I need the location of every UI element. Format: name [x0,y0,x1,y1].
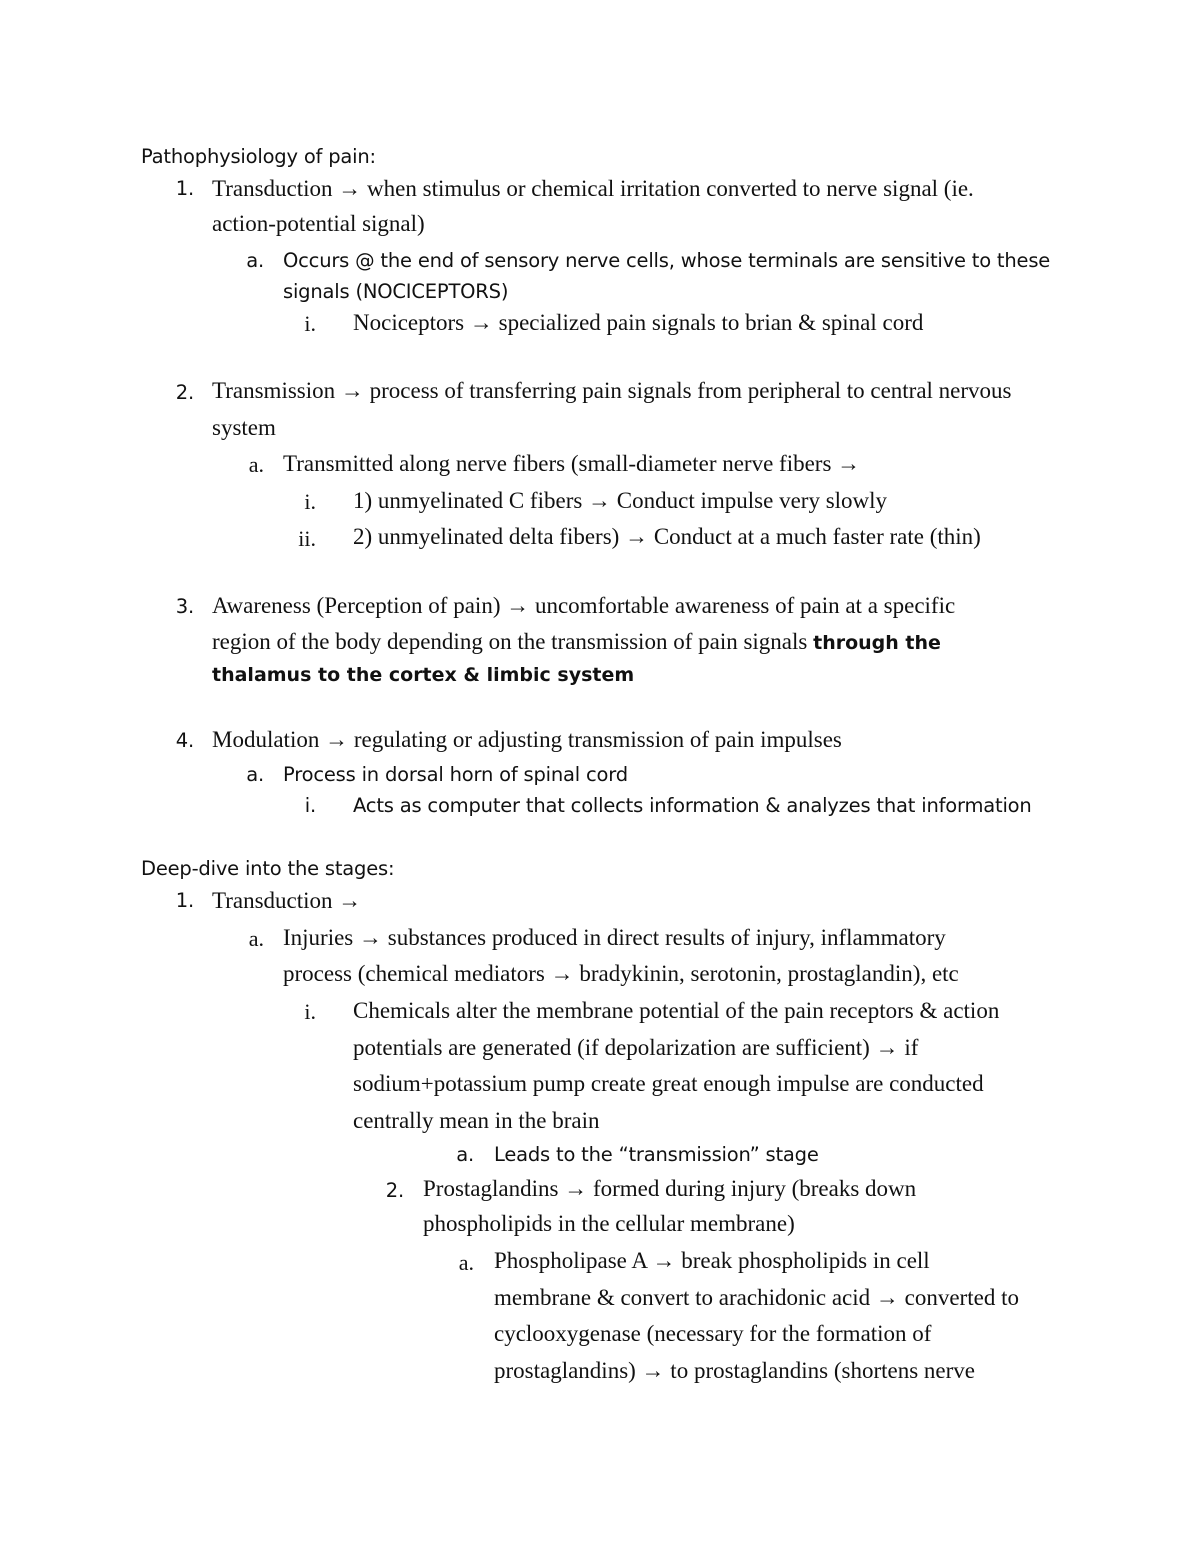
list-marker: 2. [175,381,194,404]
list-item-text: system [212,415,276,440]
list-marker: a. [456,1143,474,1166]
list-item-text: cyclooxygenase (necessary for the formation of [494,1321,932,1346]
list-item-text: process (chemical mediators → bradykinin, serotonin, prostaglandin), etc [283,961,959,986]
list-item-text [212,628,941,656]
list-item-text: Modulation → regulating or adjusting transmission of pain impulses [212,727,842,752]
list-item-text-bold: through the [813,632,941,654]
list-item-text: Phospholipase A → break phospholipids in cell [494,1248,930,1273]
list-item-text: Nociceptors → specialized pain signals to brian & spinal cord [353,310,924,335]
list-item-text: Injuries → substances produced in direct results of injury, inflammatory [283,925,946,950]
list-item-text-bold: thalamus to the cortex & limbic system [212,664,635,686]
list-marker: a. [458,1250,474,1275]
list-marker: i. [304,794,316,817]
list-marker: 1. [175,177,194,200]
list-item-text: Transduction → when stimulus or chemical irritation converted to nerve signal (ie. [212,176,974,201]
list-marker: i. [304,999,316,1024]
list-item-text: Transduction → [212,888,362,913]
list-marker: ii. [298,526,316,551]
section-heading-pathophysiology: Pathophysiology of pain: [141,145,376,168]
list-marker: a. [246,249,264,272]
list-item-text: 2) unmyelinated delta fibers) → Conduct at a much faster rate (thin) [353,524,981,549]
list-item-text: Leads to the “transmission” stage [494,1143,819,1166]
list-item-text: 1) unmyelinated C fibers → Conduct impulse very slowly [353,488,888,513]
list-marker: 3. [175,595,194,618]
list-marker: i. [304,311,316,336]
list-item-text: sodium+potassium pump create great enough impulse are conducted [353,1071,984,1096]
list-item-text: Transmission → process of transferring pain signals from peripheral to central nervous [212,378,1012,403]
list-marker: i. [304,489,316,514]
list-item-text: Chemicals alter the membrane potential of the pain receptors & action [353,998,1000,1023]
list-marker: a. [248,452,264,477]
list-item-text: potentials are generated (if depolarization are sufficient) → if [353,1035,919,1060]
list-item-text: phospholipids in the cellular membrane) [423,1211,795,1236]
list-item-text: Occurs @ the end of sensory nerve cells, whose terminals are sensitive to these [283,249,1051,272]
list-item-text: action-potential signal) [212,211,425,236]
list-marker: a. [248,926,264,951]
list-item-text: prostaglandins) → to prostaglandins (shortens nerve [494,1358,975,1383]
list-marker: 2. [385,1179,404,1202]
list-item-text: Awareness (Perception of pain) → uncomfortable awareness of pain at a specific [212,593,956,618]
list-item-text: Transmitted along nerve fibers (small-diameter nerve fibers → [283,451,861,476]
list-item-text: centrally mean in the brain [353,1108,600,1133]
list-item-text-normal: region of the body depending on the transmission of pain signals [212,629,814,654]
section-heading-deep-dive: Deep-dive into the stages: [141,857,395,880]
list-item-text: Prostaglandins → formed during injury (breaks down [423,1176,917,1201]
list-item-text: membrane & convert to arachidonic acid → converted to [494,1285,1019,1310]
list-marker: a. [246,763,264,786]
list-item-text: signals (NOCICEPTORS) [283,280,509,303]
list-item-text: Acts as computer that collects information & analyzes that information [353,794,1032,817]
list-item-text: Process in dorsal horn of spinal cord [283,763,628,786]
list-marker: 1. [175,889,194,912]
list-marker: 4. [175,729,194,752]
